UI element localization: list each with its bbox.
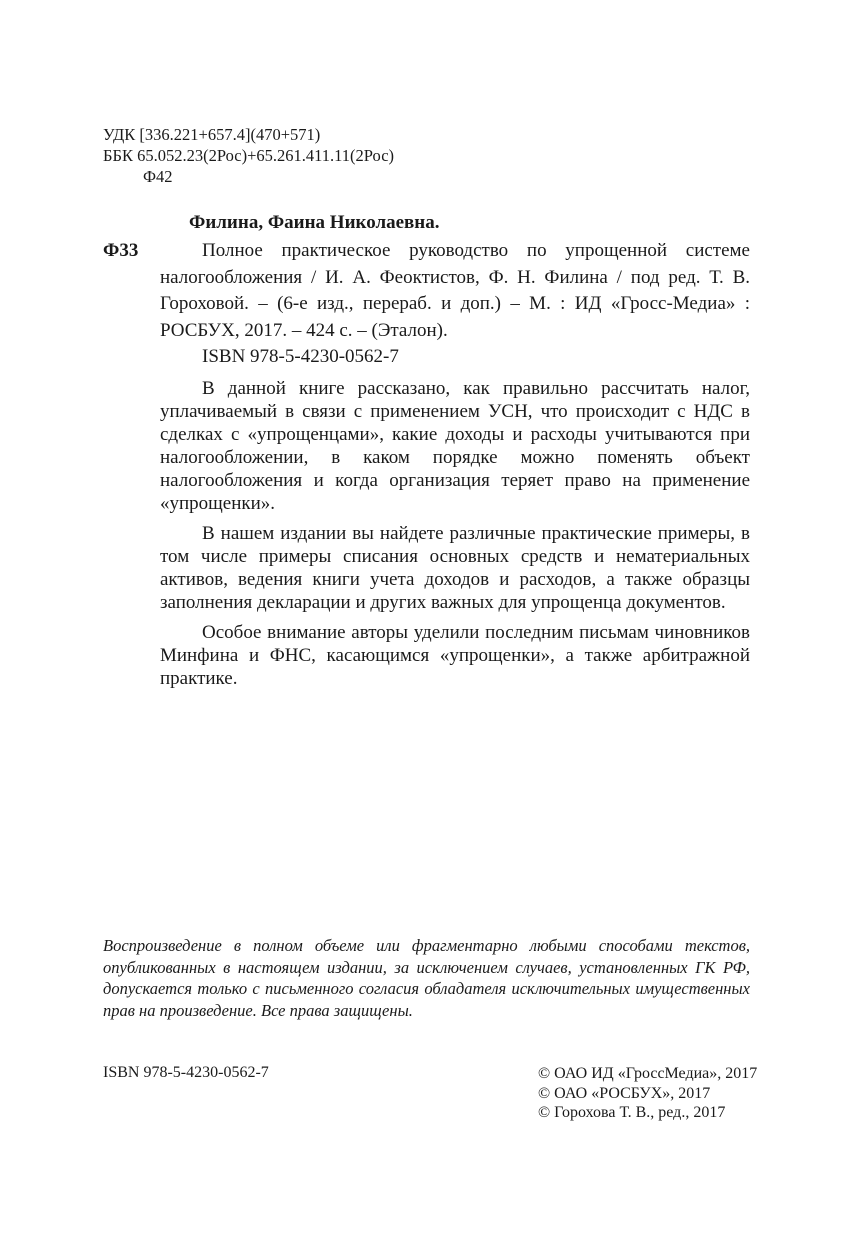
rights-notice: Воспроизведение в полном объеме или фрагментарно любыми способами текстов, опубликованных в настоящем издании, за исключением случаев, установленных ГК РФ, допускается только с письменного согласия обладателя исключительных имущественных прав на произведение. Все права защищены.: [103, 936, 750, 1020]
udk-code: УДК [336.221+657.4](470+571): [103, 125, 321, 144]
author-mark: Ф33: [103, 240, 139, 261]
annotation: [160, 377, 750, 697]
footer-isbn: ISBN 978-5-4230-0562-7: [103, 1064, 269, 1081]
bibliographic-isbn: ISBN 978-5-4230-0562-7: [202, 346, 399, 367]
copyright-block: [538, 1064, 757, 1123]
classification-codes: [103, 124, 523, 187]
bibliographic-description: [160, 238, 750, 371]
copyright-line: © ОАО ИД «ГроссМедиа», 2017: [538, 1065, 758, 1082]
bibliographic-text: Полное практическое руководство по упрощенной системе налогообложения / И. А. Феоктистов, Ф. Н. Филина / под ред. Т. В. Гороховой. – (6-е изд., перераб. и доп.) – М. : ИД «Гросс-Медиа» : РОСБУХ, 2017. – 424 с. – (Эталон).: [160, 240, 750, 341]
annotation-paragraph: В данной книге рассказано, как правильно рассчитать налог, уплачиваемый в связи с применением УСН, что происходит с НДС в сделках с «упрощенцами», какие доходы и расходы учитываются при налогообложении, в каком порядке можно поменять объект налогообложения и когда организация теряет право на применение «упрощенки».: [160, 378, 750, 514]
author-sign: Ф42: [143, 167, 173, 186]
author-heading: Филина, Фаина Николаевна.: [189, 212, 440, 233]
annotation-paragraph: В нашем издании вы найдете различные практические примеры, в том числе примеры списания основных средств и нематериальных активов, ведения книги учета доходов и расходов, а также образцы заполнения декларации и других важных для упрощенца документов.: [160, 523, 750, 613]
bbk-code: ББК 65.052.23(2Рос)+65.261.411.11(2Рос): [103, 146, 395, 165]
copyright-line: © Горохова Т. В., ред., 2017: [538, 1104, 726, 1121]
copyright-line: © ОАО «РОСБУХ», 2017: [538, 1084, 711, 1102]
annotation-paragraph: Особое внимание авторы уделили последним письмам чиновников Минфина и ФНС, касающимся «упрощенки», а также арбитражной практике.: [160, 622, 750, 689]
